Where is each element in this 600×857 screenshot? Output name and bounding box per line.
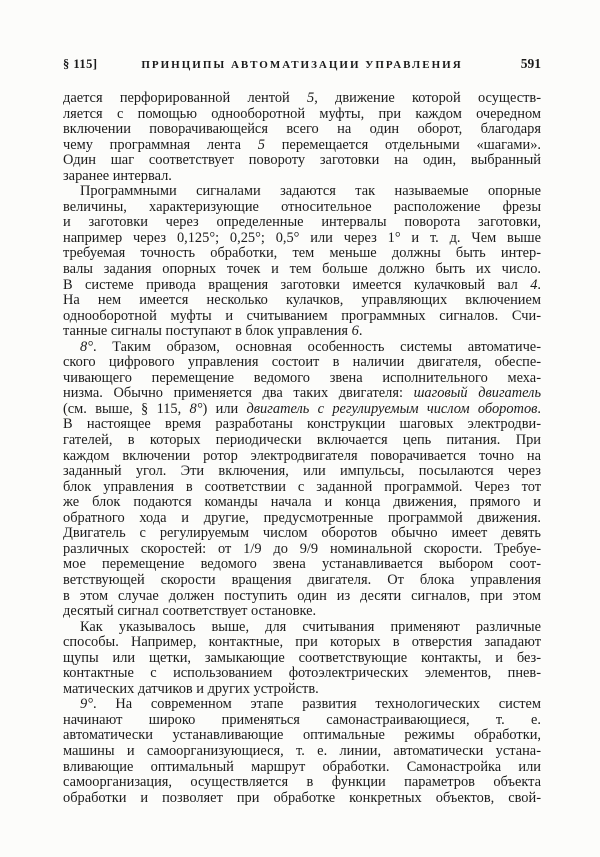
text-line: самоорганизация, осуществляется в функции параметров объекта (63, 774, 541, 791)
text-line: В настоящее время разработаны конструкции шаговых электродви- (63, 416, 541, 433)
text-line: низма. Обычно применяется два таких двигателя: шаговый двигатель (63, 385, 541, 402)
text-line: Двигатель с регулируемым числом оборотов обычно имеет девять (63, 525, 541, 542)
text-line: гателей, в которых периодически включается цепь питания. При (63, 432, 541, 449)
text-line: начинают широко применяться самонастраивающиеся, т. е. (63, 711, 541, 728)
text-line: мое перемещение ведомого звена устанавливается выбором соот- (63, 556, 541, 573)
text-line: дается перфорированной лентой 5, движение которой осуществ- (63, 90, 541, 106)
text-line: машины и самоорганизующиеся, т. е. линии, автоматически устана- (63, 742, 541, 759)
text-line: величины, характеризующие относительное расположение фрезы (63, 198, 541, 215)
text-line: валы задания опорных точек и тем больше должно быть их число. (63, 261, 541, 278)
text-line: вливающие оптимальный маршрут обработки. Самонастройка или (63, 758, 541, 775)
text-line: же блок подаются команды начала и конца движения, прямого и (63, 494, 541, 511)
text-line: обработки и позволяет при обработке конкретных объектов, свой- (63, 789, 541, 806)
text-line: Как указывалось выше, для считывания применяют различные (80, 618, 541, 635)
text-line: ского цифрового управления состоит в наличии двигателя, обеспе- (63, 354, 541, 371)
text-line: однооборотной муфты и считыванием программных сигналов. Счи- (63, 307, 541, 324)
text-line: На нем имеется несколько кулачков, управляющих включением (63, 292, 541, 309)
text-line: блок управления в соответствии с заданной программой. Через тот (63, 478, 541, 495)
text-line: требуемая точность обработки, тем меньше должны быть интер- (63, 245, 541, 262)
text-line: контактные с использованием фотоэлектрических элементов, пнев- (63, 665, 541, 682)
running-title: ПРИНЦИПЫ АВТОМАТИЗАЦИИ УПРАВЛЕНИЯ (141, 59, 463, 71)
text-line: в этом случае должен поступить один из десяти сигналов, при этом (63, 587, 541, 604)
text-line: В системе привода вращения заготовки имеется кулачковый вал 4. (63, 276, 541, 293)
page-number: 591 (520, 56, 541, 71)
text-line: щупы или щетки, замыкающие соответствующие контакты, и без- (63, 649, 541, 666)
text-line: различных скоростей: от 1/9 до 9/9 номинальной скорости. Требуе- (63, 540, 541, 557)
text-line: включении поворачивающейся всего на один оборот, благодаря (63, 121, 541, 138)
text-line: танные сигналы поступают в блок управления 6. (63, 323, 363, 340)
text-line: заранее интервал. (63, 167, 172, 184)
text-line: матических датчиков и других устройств. (63, 680, 319, 697)
text-line: чему программная лента 5 перемещается отдельными «шагами». (63, 136, 541, 153)
text-line: например через 0,125°; 0,25°; 0,5° или через 1° и т. д. Чем выше (63, 229, 541, 246)
text-line: заданный угол. Эти включения, или импульсы, посылаются через (63, 463, 541, 480)
text-line: автоматически устанавливающие оптимальные режимы обработки, (63, 727, 541, 744)
section-label: § 115] (63, 57, 98, 71)
text-line: ветствующей скорости вращения двигателя. От блока управления (63, 571, 541, 588)
page-header (63, 57, 541, 72)
body-text (63, 91, 541, 806)
text-line: 9°. На современном этапе развития технологических систем (80, 696, 541, 713)
text-line: Программными сигналами задаются так называемые опорные (80, 183, 541, 200)
text-line: (см. выше, § 115, 8°) или двигатель с регулируемым числом оборотов. (63, 400, 541, 417)
text-line: десятый сигнал соответствует остановке. (63, 603, 317, 620)
text-line: ляется с помощью однооборотной муфты, при каждом очередном (63, 105, 541, 122)
text-line: Один шаг соответствует повороту заготовки на один, выбранный (63, 152, 541, 169)
text-line: и заготовки через определенные интервалы поворота заготовки, (63, 214, 541, 231)
text-line: чивающего перемещение ведомого звена исполнительного меха- (63, 369, 541, 386)
text-line: обратного хода и другие, предусмотренные программой движения. (63, 509, 541, 526)
text-line: 8°. Таким образом, основная особенность системы автоматиче- (80, 338, 541, 355)
text-line: способы. Например, контактные, при которых в отверстия западают (63, 634, 541, 651)
text-line: каждом включении ротор электродвигателя поворачивается точно на (63, 447, 541, 464)
